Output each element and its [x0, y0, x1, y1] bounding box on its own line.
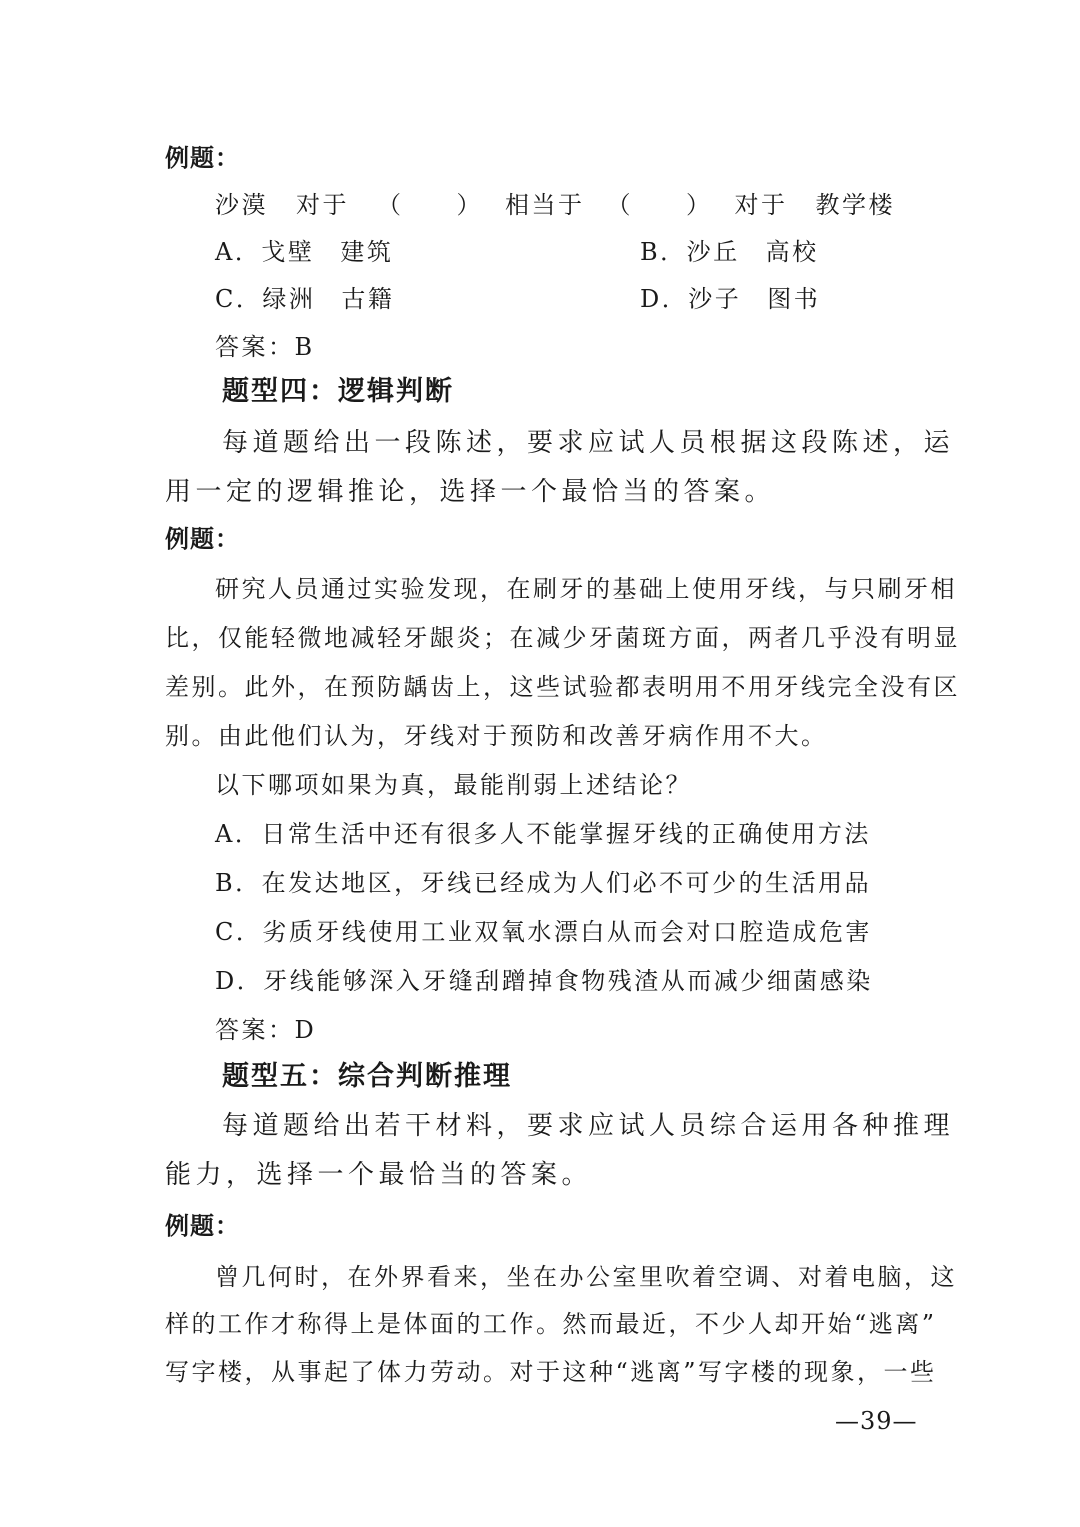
- example-2-paragraph-line-2: 比，仅能轻微地减轻牙龈炎；在减少牙菌斑方面，两者几乎没有明显: [165, 624, 960, 652]
- option-word: 古籍: [341, 285, 395, 313]
- option-word: 建筑: [340, 238, 394, 266]
- page-number: —39—: [835, 1407, 918, 1435]
- stem-word-xiangdangyu: 相当于: [505, 191, 585, 219]
- option-word: 绿洲: [262, 285, 316, 313]
- example-2-answer: 答案：D: [215, 1016, 317, 1044]
- type-4-description-line-1: 每道题给出一段陈述，要求应试人员根据这段陈述，运: [222, 428, 955, 458]
- section-title-type-5: 题型五：综合判断推理: [222, 1061, 512, 1092]
- example-3-paragraph-line-1: 曾几何时，在外界看来，坐在办公室里吹着空调、对着电脑，这: [215, 1263, 957, 1291]
- stem-word-teaching-building: 教学楼: [815, 191, 895, 219]
- example-1-answer: 答案：B: [215, 333, 315, 361]
- stem-word-desert: 沙漠: [215, 191, 268, 219]
- example-2-question: 以下哪项如果为真，最能削弱上述结论？: [215, 771, 692, 799]
- example-2-paragraph-line-3: 差别。此外，在预防龋齿上，这些试验都表明用不用牙线完全没有区: [165, 673, 960, 701]
- example-1-option-a: [215, 237, 393, 267]
- example-2-option-d: D．牙线能够深入牙缝刮蹭掉食物残渣从而减少细菌感染: [215, 967, 873, 995]
- option-word: 沙子: [688, 285, 742, 313]
- type-5-description-line-1: 每道题给出若干材料，要求应试人员综合运用各种推理: [222, 1111, 955, 1141]
- type-5-description-line-2: 能力，选择一个最恰当的答案。: [165, 1160, 593, 1190]
- example-1-option-b: [640, 237, 819, 267]
- option-letter: C．: [215, 285, 263, 313]
- stem-word-duiyu-1: 对于: [296, 191, 349, 219]
- example-3-paragraph-line-3: 写字楼，从事起了体力劳动。对于这种“逃离”写字楼的现象，一些: [165, 1358, 937, 1386]
- stem-word-duiyu-2: 对于: [734, 191, 788, 219]
- example-3-label: 例题：: [165, 1211, 240, 1240]
- example-2-label: 例题：: [165, 524, 240, 553]
- option-word: 图书: [767, 285, 821, 313]
- type-4-description-line-2: 用一定的逻辑推论，选择一个最恰当的答案。: [165, 477, 776, 507]
- example-2-paragraph-line-1: 研究人员通过实验发现，在刷牙的基础上使用牙线，与只刷牙相: [215, 575, 957, 603]
- stem-blank-2: （ ）: [606, 191, 713, 219]
- example-1-option-c: [215, 284, 394, 314]
- option-letter: B．: [640, 238, 687, 266]
- section-title-type-4: 题型四：逻辑判断: [222, 376, 454, 407]
- option-word: 沙丘: [686, 238, 740, 266]
- option-word: 戈壁: [261, 238, 315, 266]
- example-1-option-d: [640, 284, 820, 314]
- example-1-stem: [215, 190, 895, 220]
- stem-blank-1: （ ）: [377, 191, 483, 219]
- example-1-label: 例题：: [165, 143, 240, 172]
- option-word: 高校: [765, 238, 819, 266]
- example-2-option-c: C．劣质牙线使用工业双氧水漂白从而会对口腔造成危害: [215, 918, 872, 946]
- option-letter: A．: [215, 238, 262, 266]
- option-letter: D．: [640, 285, 689, 313]
- example-2-option-b: B．在发达地区，牙线已经成为人们必不可少的生活用品: [215, 869, 872, 897]
- example-2-option-a: A．日常生活中还有很多人不能掌握牙线的正确使用方法: [215, 820, 871, 848]
- example-3-paragraph-line-2: 样的工作才称得上是体面的工作。然而最近，不少人却开始“逃离”: [165, 1310, 937, 1338]
- example-2-paragraph-line-4: 别。由此他们认为，牙线对于预防和改善牙病作用不大。: [165, 722, 828, 750]
